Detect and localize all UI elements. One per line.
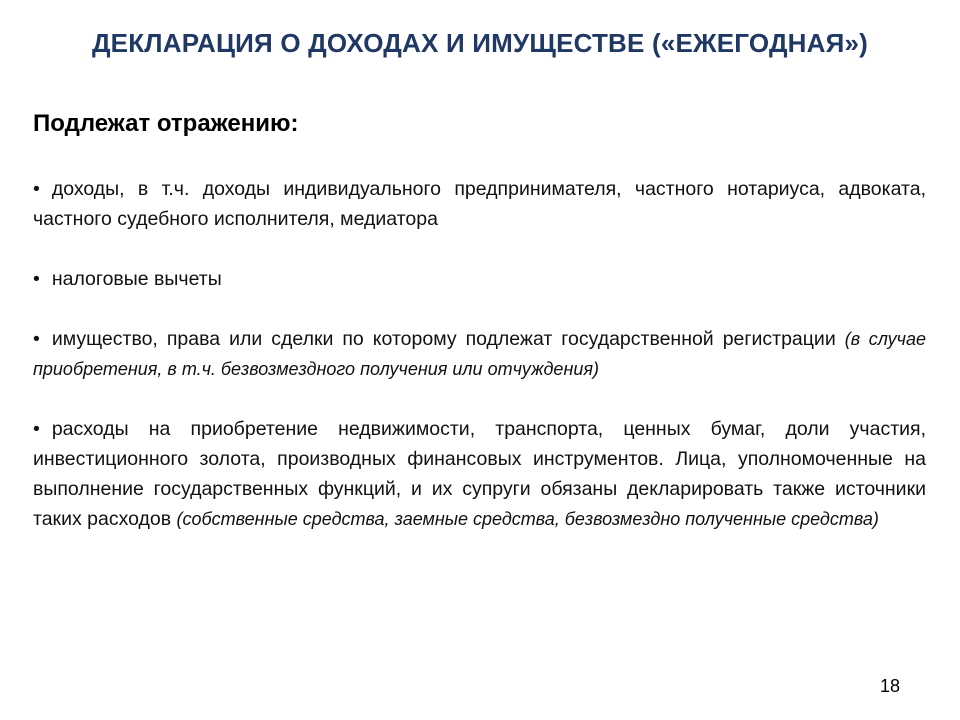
bullet-item-income	[33, 174, 926, 234]
bullet-text: налоговые вычеты	[51, 268, 222, 290]
bullet-note: (в случае приобретения, в т.ч. безвозмездного получения или отчуждения)	[33, 329, 926, 379]
bullet-icon: •	[33, 418, 40, 440]
slide-title: ДЕКЛАРАЦИЯ О ДОХОДАХ И ИМУЩЕСТВЕ («ЕЖЕГОДНАЯ»)	[91, 28, 869, 58]
bullet-note: (собственные средства, заемные средства, безвозмездно полученные средства)	[176, 509, 879, 529]
bullet-item-expenses	[33, 414, 926, 534]
bullet-item-tax-deductions	[33, 264, 926, 294]
bullet-text: доходы, в т.ч. доходы индивидуального предпринимателя, частного нотариуса, адвоката, частного судебного исполнителя, медиатора	[33, 178, 926, 230]
bullet-item-property	[33, 324, 926, 384]
bullet-icon: •	[33, 178, 40, 200]
section-heading: Подлежат отражению:	[33, 110, 299, 137]
bullet-icon: •	[33, 268, 40, 290]
bullet-text: имущество, права или сделки по которому подлежат государственной регистрации	[51, 328, 836, 350]
bullet-text: расходы на приобретение недвижимости, транспорта, ценных бумаг, доли участия, инвестиционного золота, производных финансовых инструментов. Лица, уполномоченные на выполнение государственных функций, и их супруги обязаны декларировать также источники таких расходов	[33, 418, 926, 530]
bullet-icon: •	[33, 328, 40, 350]
page-number: 18	[880, 676, 901, 696]
bullet-list	[33, 174, 926, 564]
